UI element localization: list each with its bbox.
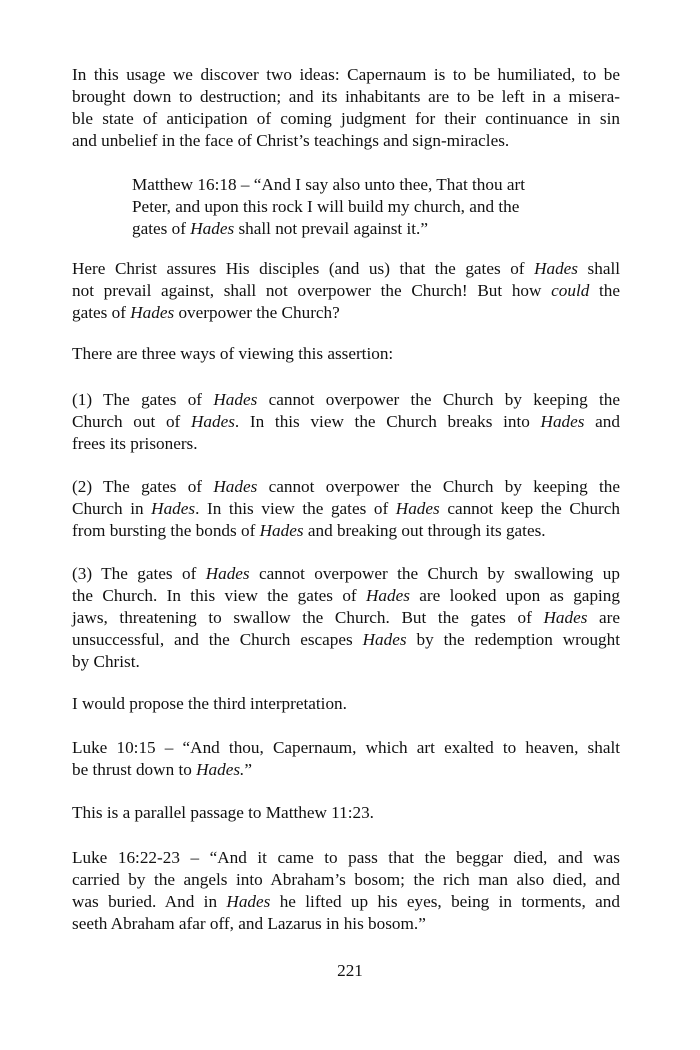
text-run: by Christ. <box>72 652 140 671</box>
text-line <box>72 343 620 365</box>
text-run: by the redemption wrought <box>406 630 620 649</box>
paragraph-view-two <box>72 476 620 542</box>
text-line <box>72 498 620 520</box>
text-run: Here Christ assures His disciples (and us) that the gates of <box>72 259 535 278</box>
text-run: was buried. And in <box>72 892 227 911</box>
text-run: shall not prevail against it.” <box>234 219 428 238</box>
italic-text: Hades <box>395 499 440 518</box>
text-run: Peter, and upon this rock I will build my church, and the <box>132 197 520 216</box>
text-line <box>72 108 620 130</box>
paragraph-view-three <box>72 563 620 673</box>
text-run: Luke 10:15 – “And thou, Capernaum, which art exalted to heaven, shalt <box>72 738 620 757</box>
italic-text: Hades <box>534 259 578 278</box>
italic-text: Hades <box>366 586 410 605</box>
italic-text: Hades <box>226 892 271 911</box>
italic-text: Hades <box>190 219 235 238</box>
italic-text: Hades <box>259 521 304 540</box>
paragraph-christ-assures <box>72 258 620 324</box>
text-run: . In this view the gates of <box>195 499 396 518</box>
text-run: cannot keep the Church <box>439 499 620 518</box>
text-line <box>72 520 620 542</box>
quote-matthew-16-18 <box>132 174 572 240</box>
text-run: gates of <box>72 303 131 322</box>
text-line <box>72 693 620 715</box>
text-run: cannot overpower the Church by keeping the <box>257 390 620 409</box>
text-run: There are three ways of viewing this assertion: <box>72 344 394 363</box>
text-line <box>72 847 620 869</box>
text-run: and breaking out through its gates. <box>303 521 546 540</box>
text-run: unsuccessful, and the Church escapes <box>72 630 363 649</box>
text-line <box>132 196 572 218</box>
text-run: gates of <box>132 219 191 238</box>
text-run: (3) The gates of <box>72 564 206 583</box>
text-run: This is a parallel passage to Matthew 11:23. <box>72 803 374 822</box>
text-line <box>132 218 572 240</box>
text-run: be thrust down to <box>72 760 197 779</box>
text-run: jaws, threatening to swallow the Church. But the gates of <box>72 608 544 627</box>
text-line <box>72 759 620 781</box>
paragraph-proposal <box>72 693 620 715</box>
text-run: . In this view the Church breaks into <box>234 412 541 431</box>
text-run: are looked upon as gaping <box>409 586 620 605</box>
text-line <box>72 130 620 152</box>
text-line <box>72 86 620 108</box>
page-number: 221 <box>337 961 363 980</box>
text-run: ” <box>244 760 252 779</box>
italic-text: Hades <box>543 608 588 627</box>
italic-text: Hades <box>130 303 175 322</box>
text-run: the <box>589 281 620 300</box>
italic-text: Hades <box>540 412 585 431</box>
italic-text: Hades <box>205 564 250 583</box>
text-run: (2) The gates of <box>72 477 214 496</box>
text-run: and <box>584 412 620 431</box>
text-run: cannot overpower the Church by keeping the <box>257 477 620 496</box>
text-run: Church out of <box>72 412 191 431</box>
paragraph-luke-16-22-23 <box>72 847 620 935</box>
text-run: I would propose the third interpretation. <box>72 694 347 713</box>
text-line <box>72 802 620 824</box>
text-run: the Church. In this view the gates of <box>72 586 367 605</box>
text-line <box>72 737 620 759</box>
paragraph-three-ways <box>72 343 620 365</box>
text-run: from bursting the bonds of <box>72 521 260 540</box>
text-line <box>72 389 620 411</box>
text-run: In this usage we discover two ideas: Capernaum is to be humiliated, to be <box>72 65 620 84</box>
text-run: seeth Abraham afar off, and Lazarus in his bosom.” <box>72 914 426 933</box>
text-line <box>72 607 620 629</box>
italic-text: Hades <box>213 477 258 496</box>
text-line <box>72 891 620 913</box>
text-line <box>72 585 620 607</box>
italic-text: Hades. <box>196 760 245 779</box>
text-line <box>72 280 620 302</box>
text-run: overpower the Church? <box>174 303 340 322</box>
text-run: Matthew 16:18 – “And I say also unto thee, That thou art <box>132 175 526 194</box>
text-run: he lifted up his eyes, being in torments, and <box>270 892 620 911</box>
text-line <box>72 64 620 86</box>
italic-text: Hades <box>190 412 235 431</box>
text-run: frees its prisoners. <box>72 434 198 453</box>
text-run: shall <box>577 259 620 278</box>
text-run: brought down to destruction; and its inhabitants are to be left in a misera- <box>72 87 620 106</box>
text-line <box>72 476 620 498</box>
text-run: not prevail against, shall not overpower the Church! But how <box>72 281 552 300</box>
text-line <box>72 913 620 935</box>
text-line <box>72 629 620 651</box>
paragraph-capernaum-humiliation <box>72 64 620 152</box>
text-run: carried by the angels into Abraham’s bosom; the rich man also died, and <box>72 870 620 889</box>
text-line <box>72 302 620 324</box>
paragraph-parallel-passage <box>72 802 620 824</box>
text-line <box>132 174 572 196</box>
italic-text: Hades <box>151 499 196 518</box>
text-run: (1) The gates of <box>72 390 214 409</box>
paragraph-luke-10-15 <box>72 737 620 781</box>
text-run: ble state of anticipation of coming judgment for their continuance in sin <box>72 109 620 128</box>
text-line <box>72 411 620 433</box>
text-run: cannot overpower the Church by swallowing up <box>249 564 620 583</box>
text-line <box>72 869 620 891</box>
text-run: and unbelief in the face of Christ’s teachings and sign-miracles. <box>72 131 510 150</box>
text-run: Luke 16:22-23 – “And it came to pass that the beggar died, and was <box>72 848 620 867</box>
text-run: are <box>587 608 621 627</box>
italic-text: Hades <box>362 630 407 649</box>
text-line <box>72 651 620 673</box>
italic-text: Hades <box>213 390 258 409</box>
text-line <box>72 258 620 280</box>
italic-text: could <box>551 281 590 300</box>
text-line <box>72 563 620 585</box>
text-run: Church in <box>72 499 152 518</box>
paragraph-view-one <box>72 389 620 455</box>
text-line <box>72 433 620 455</box>
